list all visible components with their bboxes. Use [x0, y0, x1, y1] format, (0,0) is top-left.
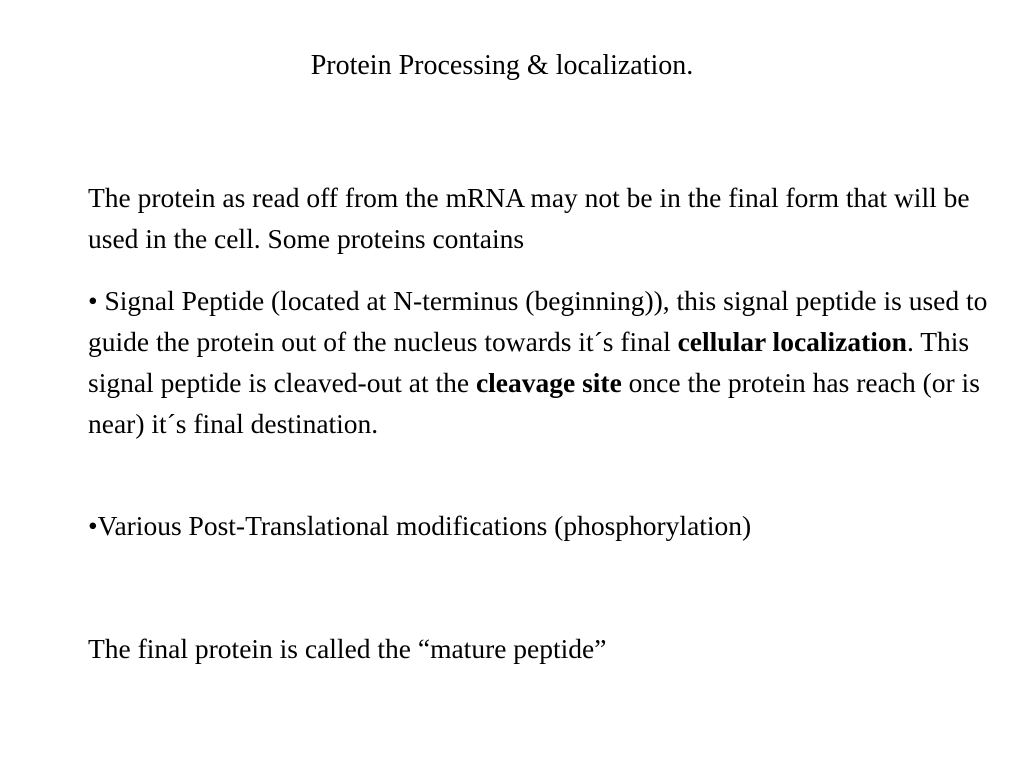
intro-paragraph: The protein as read off from the mRNA may not be in the final form that will be used in the cell. Some proteins contains — [88, 182, 970, 254]
post-translational-bullet: •Various Post-Translational modifications (phosphorylation) — [88, 510, 752, 541]
signal-text-1: • Signal Peptide (located at N-terminus (beginning)), this signal peptide is used to guide the protein out of the nucleus towards it´s final — [88, 285, 988, 357]
mature-peptide-statement: The final protein is called the “mature peptide” — [88, 633, 607, 664]
slide-title: Protein Processing & localization. — [310, 50, 694, 81]
signal-text-3: once the protein has reach (or is near) it´s final destination. — [88, 367, 980, 439]
cellular-localization-term: cellular localization — [677, 326, 907, 357]
signal-peptide-bullet — [88, 280, 998, 444]
cleavage-site-term: cleavage site — [475, 367, 622, 398]
signal-text-2: . This signal peptide is cleaved-out at the — [88, 326, 970, 398]
